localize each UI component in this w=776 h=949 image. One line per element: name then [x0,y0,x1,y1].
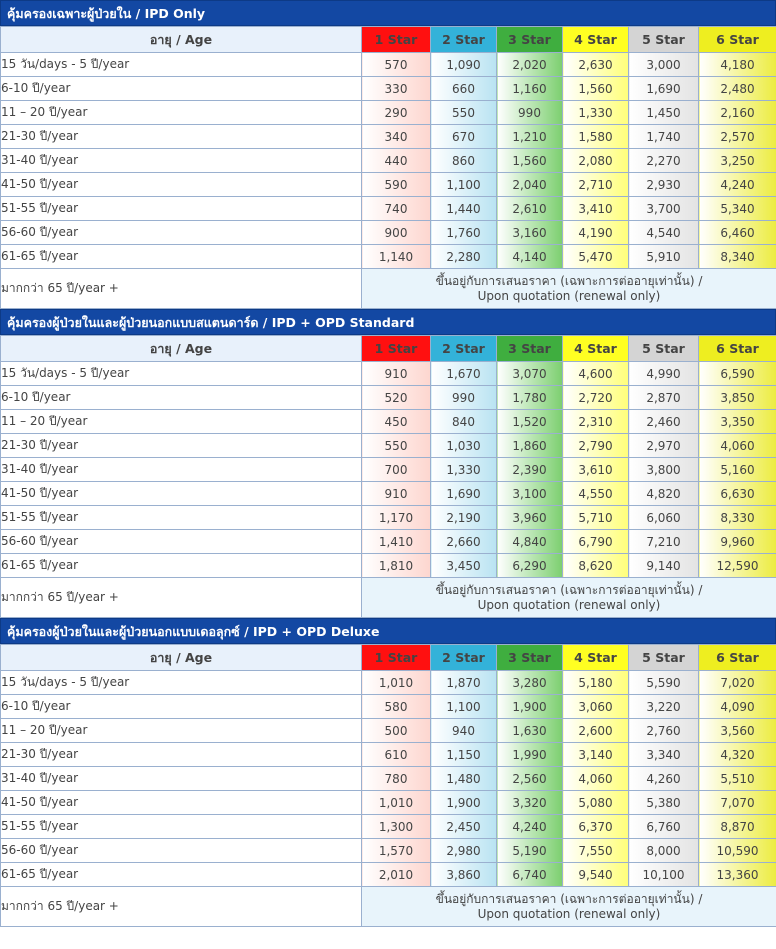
premium-cell-star-1: 780 [362,767,431,791]
quotation-note-thai: ขึ้นอยู่กับการเสนอราคา (เฉพาะการต่ออายุเท่านั้น) / [435,891,703,906]
premium-cell-star-4: 5,470 [563,245,629,269]
premium-cell-star-3: 1,860 [497,434,563,458]
premium-cell-star-3: 6,740 [497,863,563,887]
premium-cell-star-6: 12,590 [699,554,776,578]
age-cell: 41-50 ปี/year [1,173,362,197]
star-1-column-header: 1 Star [362,336,431,362]
premium-cell-star-4: 3,410 [563,197,629,221]
premium-cell-star-5: 5,910 [629,245,699,269]
age-cell: 56-60 ปี/year [1,530,362,554]
table-row [1,125,776,149]
premium-cell-star-2: 2,980 [431,839,497,863]
age-cell: 21-30 ปี/year [1,743,362,767]
age-cell: 41-50 ปี/year [1,791,362,815]
table-row [1,506,776,530]
over-65-row [1,887,776,927]
premium-cell-star-2: 660 [431,77,497,101]
premium-cell-star-3: 1,900 [497,695,563,719]
premium-cell-star-5: 1,740 [629,125,699,149]
premium-cell-star-6: 6,630 [699,482,776,506]
premium-cell-star-5: 3,340 [629,743,699,767]
premium-cell-star-6: 4,240 [699,173,776,197]
premium-cell-star-3: 5,190 [497,839,563,863]
premium-cell-star-5: 9,140 [629,554,699,578]
age-cell: 61-65 ปี/year [1,245,362,269]
premium-section [0,618,776,927]
quotation-note-english: Upon quotation (renewal only) [477,597,661,612]
premium-cell-star-1: 330 [362,77,431,101]
age-cell: 61-65 ปี/year [1,554,362,578]
premium-cell-star-4: 1,330 [563,101,629,125]
premium-cell-star-3: 2,610 [497,197,563,221]
premium-cell-star-4: 2,080 [563,149,629,173]
premium-cell-star-2: 1,090 [431,53,497,77]
age-cell: 56-60 ปี/year [1,839,362,863]
table-row [1,482,776,506]
star-4-column-header: 4 Star [563,645,629,671]
premium-cell-star-3: 4,140 [497,245,563,269]
premium-cell-star-1: 900 [362,221,431,245]
age-column-header: อายุ / Age [1,27,362,53]
premium-cell-star-4: 5,080 [563,791,629,815]
table-row [1,221,776,245]
premium-cell-star-3: 3,320 [497,791,563,815]
table-row [1,434,776,458]
premium-cell-star-2: 550 [431,101,497,125]
premium-cell-star-1: 1,810 [362,554,431,578]
premium-cell-star-5: 2,460 [629,410,699,434]
premium-cell-star-1: 1,570 [362,839,431,863]
over-65-age-cell: มากกว่า 65 ปี/year + [1,269,362,309]
premium-cell-star-1: 590 [362,173,431,197]
over-65-age-cell: มากกว่า 65 ปี/year + [1,887,362,927]
premium-cell-star-3: 3,100 [497,482,563,506]
premium-cell-star-5: 3,000 [629,53,699,77]
premium-cell-star-4: 6,370 [563,815,629,839]
premium-cell-star-1: 610 [362,743,431,767]
premium-cell-star-6: 6,590 [699,362,776,386]
premium-cell-star-5: 2,270 [629,149,699,173]
premium-cell-star-1: 1,170 [362,506,431,530]
section-title: คุ้มครองเฉพาะผู้ป่วยใน / IPD Only [0,0,776,26]
premium-cell-star-4: 6,790 [563,530,629,554]
premium-cell-star-5: 4,990 [629,362,699,386]
premium-cell-star-5: 4,540 [629,221,699,245]
premium-section [0,0,776,309]
table-row [1,245,776,269]
quotation-note-english: Upon quotation (renewal only) [477,288,661,303]
premium-cell-star-5: 4,820 [629,482,699,506]
table-row [1,671,776,695]
premium-cell-star-3: 3,280 [497,671,563,695]
premium-cell-star-1: 500 [362,719,431,743]
premium-cell-star-2: 990 [431,386,497,410]
age-cell: 6-10 ปี/year [1,386,362,410]
star-2-column-header: 2 Star [431,645,497,671]
table-row [1,149,776,173]
premium-cell-star-2: 1,690 [431,482,497,506]
premium-cell-star-1: 1,010 [362,791,431,815]
star-5-column-header: 5 Star [629,645,699,671]
premium-cell-star-5: 1,450 [629,101,699,125]
premium-cell-star-6: 3,850 [699,386,776,410]
premium-cell-star-6: 3,350 [699,410,776,434]
table-row [1,719,776,743]
premium-cell-star-6: 7,020 [699,671,776,695]
premium-cell-star-4: 2,630 [563,53,629,77]
premium-cell-star-5: 3,220 [629,695,699,719]
premium-cell-star-1: 340 [362,125,431,149]
premium-table [0,644,776,927]
premium-cell-star-6: 2,570 [699,125,776,149]
premium-cell-star-3: 3,070 [497,362,563,386]
premium-cell-star-1: 1,410 [362,530,431,554]
premium-cell-star-4: 3,610 [563,458,629,482]
age-cell: 51-55 ปี/year [1,506,362,530]
premium-cell-star-2: 2,190 [431,506,497,530]
premium-cell-star-2: 1,440 [431,197,497,221]
premium-cell-star-4: 1,580 [563,125,629,149]
quotation-note-cell [362,269,776,309]
star-2-column-header: 2 Star [431,336,497,362]
table-header-row [1,27,776,53]
premium-cell-star-1: 700 [362,458,431,482]
premium-cell-star-5: 2,760 [629,719,699,743]
premium-cell-star-1: 910 [362,362,431,386]
premium-cell-star-3: 1,520 [497,410,563,434]
premium-cell-star-1: 580 [362,695,431,719]
age-cell: 31-40 ปี/year [1,767,362,791]
table-row [1,362,776,386]
premium-cell-star-5: 2,970 [629,434,699,458]
premium-cell-star-4: 9,540 [563,863,629,887]
age-cell: 21-30 ปี/year [1,125,362,149]
quotation-note-cell [362,887,776,927]
premium-cell-star-2: 1,150 [431,743,497,767]
premium-cell-star-2: 3,860 [431,863,497,887]
premium-cell-star-3: 1,160 [497,77,563,101]
age-cell: 31-40 ปี/year [1,149,362,173]
premium-cell-star-1: 910 [362,482,431,506]
age-cell: 51-55 ปี/year [1,815,362,839]
section-title: คุ้มครองผู้ป่วยในและผู้ป่วยนอกแบบสแตนดาร์ด / IPD + OPD Standard [0,309,776,335]
premium-cell-star-4: 3,140 [563,743,629,767]
quotation-note-english: Upon quotation (renewal only) [477,906,661,921]
premium-cell-star-2: 1,100 [431,173,497,197]
premium-cell-star-4: 2,310 [563,410,629,434]
section-title: คุ้มครองผู้ป่วยในและผู้ป่วยนอกแบบเดอลุกซ์ / IPD + OPD Deluxe [0,618,776,644]
premium-cell-star-6: 10,590 [699,839,776,863]
star-4-column-header: 4 Star [563,27,629,53]
table-row [1,77,776,101]
star-3-column-header: 3 Star [497,336,563,362]
premium-cell-star-6: 8,870 [699,815,776,839]
over-65-row [1,269,776,309]
premium-section [0,309,776,618]
star-1-column-header: 1 Star [362,645,431,671]
age-cell: 11 – 20 ปี/year [1,719,362,743]
premium-cell-star-6: 5,160 [699,458,776,482]
age-cell: 61-65 ปี/year [1,863,362,887]
age-cell: 21-30 ปี/year [1,434,362,458]
table-row [1,53,776,77]
premium-cell-star-5: 10,100 [629,863,699,887]
premium-cell-star-4: 4,550 [563,482,629,506]
premium-cell-star-6: 13,360 [699,863,776,887]
age-cell: 11 – 20 ปี/year [1,101,362,125]
premium-cell-star-2: 2,450 [431,815,497,839]
premium-cell-star-5: 2,930 [629,173,699,197]
table-row [1,554,776,578]
age-cell: 15 วัน/days - 5 ปี/year [1,671,362,695]
star-3-column-header: 3 Star [497,645,563,671]
premium-cell-star-2: 2,660 [431,530,497,554]
premium-cell-star-6: 4,090 [699,695,776,719]
premium-cell-star-4: 4,600 [563,362,629,386]
quotation-note-thai: ขึ้นอยู่กับการเสนอราคา (เฉพาะการต่ออายุเท่านั้น) / [435,582,703,597]
premium-cell-star-4: 2,600 [563,719,629,743]
table-row [1,458,776,482]
premium-cell-star-3: 990 [497,101,563,125]
premium-cell-star-1: 450 [362,410,431,434]
premium-cell-star-6: 4,060 [699,434,776,458]
table-row [1,410,776,434]
premium-cell-star-5: 3,700 [629,197,699,221]
premium-cell-star-6: 8,330 [699,506,776,530]
age-cell: 41-50 ปี/year [1,482,362,506]
star-6-column-header: 6 Star [699,645,776,671]
premium-cell-star-3: 4,240 [497,815,563,839]
premium-cell-star-3: 2,560 [497,767,563,791]
premium-cell-star-2: 670 [431,125,497,149]
premium-cell-star-2: 1,330 [431,458,497,482]
age-cell: 6-10 ปี/year [1,695,362,719]
premium-cell-star-2: 1,870 [431,671,497,695]
premium-cell-star-4: 4,190 [563,221,629,245]
over-65-row [1,578,776,618]
premium-cell-star-1: 740 [362,197,431,221]
premium-cell-star-2: 1,030 [431,434,497,458]
premium-cell-star-6: 2,480 [699,77,776,101]
premium-cell-star-5: 5,380 [629,791,699,815]
premium-cell-star-5: 5,590 [629,671,699,695]
star-4-column-header: 4 Star [563,336,629,362]
premium-cell-star-1: 570 [362,53,431,77]
star-6-column-header: 6 Star [699,336,776,362]
premium-cell-star-6: 6,460 [699,221,776,245]
over-65-age-cell: มากกว่า 65 ปี/year + [1,578,362,618]
quotation-note-cell [362,578,776,618]
premium-cell-star-5: 8,000 [629,839,699,863]
premium-cell-star-4: 5,180 [563,671,629,695]
premium-cell-star-1: 1,010 [362,671,431,695]
table-row [1,863,776,887]
premium-cell-star-3: 4,840 [497,530,563,554]
age-cell: 56-60 ปี/year [1,221,362,245]
premium-cell-star-5: 3,800 [629,458,699,482]
premium-cell-star-6: 5,340 [699,197,776,221]
premium-cell-star-3: 3,960 [497,506,563,530]
premium-cell-star-4: 4,060 [563,767,629,791]
premium-cell-star-2: 3,450 [431,554,497,578]
premium-cell-star-1: 1,140 [362,245,431,269]
premium-table [0,26,776,309]
age-column-header: อายุ / Age [1,645,362,671]
premium-cell-star-6: 4,320 [699,743,776,767]
premium-cell-star-4: 2,720 [563,386,629,410]
premium-cell-star-6: 3,560 [699,719,776,743]
table-header-row [1,645,776,671]
premium-cell-star-1: 550 [362,434,431,458]
table-row [1,530,776,554]
premium-cell-star-3: 1,560 [497,149,563,173]
premium-cell-star-3: 2,020 [497,53,563,77]
premium-cell-star-6: 5,510 [699,767,776,791]
premium-cell-star-6: 8,340 [699,245,776,269]
age-cell: 6-10 ปี/year [1,77,362,101]
premium-cell-star-1: 520 [362,386,431,410]
table-header-row [1,336,776,362]
premium-cell-star-5: 1,690 [629,77,699,101]
premium-cell-star-6: 2,160 [699,101,776,125]
premium-cell-star-2: 940 [431,719,497,743]
premium-cell-star-3: 1,990 [497,743,563,767]
table-row [1,743,776,767]
age-column-header: อายุ / Age [1,336,362,362]
premium-cell-star-4: 2,710 [563,173,629,197]
premium-cell-star-3: 3,160 [497,221,563,245]
age-cell: 31-40 ปี/year [1,458,362,482]
premium-cell-star-2: 1,480 [431,767,497,791]
premium-cell-star-3: 1,210 [497,125,563,149]
table-row [1,173,776,197]
premium-cell-star-3: 6,290 [497,554,563,578]
age-cell: 11 – 20 ปี/year [1,410,362,434]
table-row [1,815,776,839]
premium-cell-star-3: 1,630 [497,719,563,743]
premium-cell-star-2: 1,900 [431,791,497,815]
premium-cell-star-2: 1,760 [431,221,497,245]
star-3-column-header: 3 Star [497,27,563,53]
star-5-column-header: 5 Star [629,336,699,362]
premium-cell-star-1: 440 [362,149,431,173]
premium-cell-star-1: 1,300 [362,815,431,839]
premium-cell-star-3: 1,780 [497,386,563,410]
table-row [1,767,776,791]
premium-cell-star-1: 2,010 [362,863,431,887]
quotation-note-thai: ขึ้นอยู่กับการเสนอราคา (เฉพาะการต่ออายุเท่านั้น) / [435,273,703,288]
table-row [1,839,776,863]
premium-cell-star-4: 3,060 [563,695,629,719]
premium-cell-star-4: 2,790 [563,434,629,458]
premium-cell-star-6: 7,070 [699,791,776,815]
table-row [1,791,776,815]
premium-cell-star-3: 2,040 [497,173,563,197]
premium-cell-star-5: 6,760 [629,815,699,839]
star-5-column-header: 5 Star [629,27,699,53]
star-6-column-header: 6 Star [699,27,776,53]
table-row [1,101,776,125]
premium-cell-star-2: 1,670 [431,362,497,386]
star-1-column-header: 1 Star [362,27,431,53]
premium-cell-star-1: 290 [362,101,431,125]
table-row [1,695,776,719]
premium-cell-star-2: 1,100 [431,695,497,719]
premium-cell-star-4: 5,710 [563,506,629,530]
premium-cell-star-6: 4,180 [699,53,776,77]
premium-cell-star-2: 860 [431,149,497,173]
premium-cell-star-5: 6,060 [629,506,699,530]
premium-cell-star-3: 2,390 [497,458,563,482]
table-row [1,197,776,221]
premium-cell-star-4: 8,620 [563,554,629,578]
premium-cell-star-5: 7,210 [629,530,699,554]
premium-cell-star-4: 1,560 [563,77,629,101]
premium-cell-star-6: 3,250 [699,149,776,173]
age-cell: 51-55 ปี/year [1,197,362,221]
premium-cell-star-5: 2,870 [629,386,699,410]
table-row [1,386,776,410]
premium-cell-star-6: 9,960 [699,530,776,554]
premium-cell-star-2: 840 [431,410,497,434]
premium-cell-star-4: 7,550 [563,839,629,863]
age-cell: 15 วัน/days - 5 ปี/year [1,53,362,77]
premium-cell-star-2: 2,280 [431,245,497,269]
star-2-column-header: 2 Star [431,27,497,53]
age-cell: 15 วัน/days - 5 ปี/year [1,362,362,386]
premium-table [0,335,776,618]
premium-cell-star-5: 4,260 [629,767,699,791]
